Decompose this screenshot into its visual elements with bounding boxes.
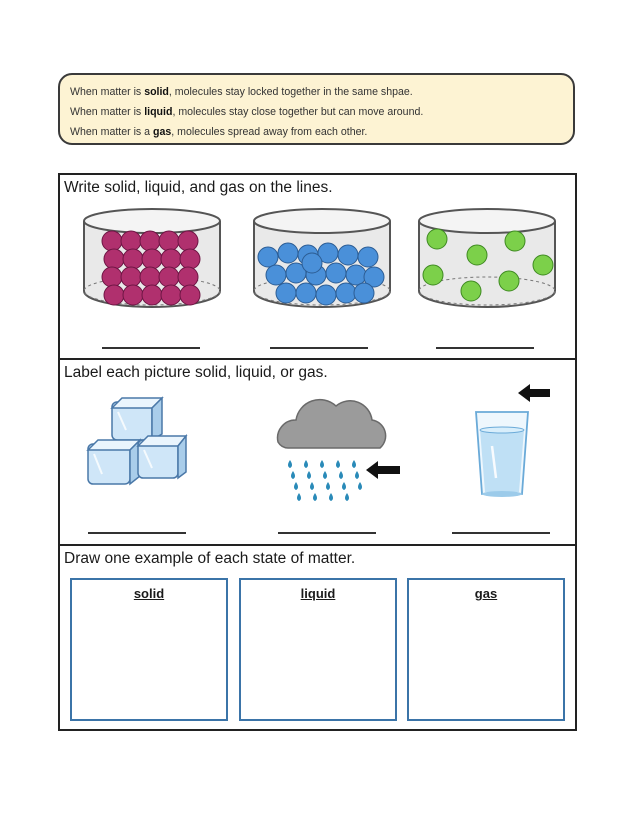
- solid-molecule: [180, 285, 200, 305]
- solid-molecule: [104, 285, 124, 305]
- section-pictures: [60, 360, 575, 546]
- liquid-molecule: [296, 283, 316, 303]
- rain-drop: [339, 471, 343, 479]
- rain-drops: [288, 460, 362, 501]
- info-line-gas: [70, 122, 563, 142]
- info-text: , molecules stay locked together in the same shpae.: [168, 86, 413, 98]
- water-glass-icon: [472, 406, 532, 500]
- answer-line[interactable]: [88, 532, 186, 534]
- liquid-molecule: [316, 285, 336, 305]
- answer-line[interactable]: [102, 347, 200, 349]
- rain-drop: [326, 482, 330, 490]
- solid-molecule: [140, 267, 160, 287]
- solid-molecule: [161, 249, 181, 269]
- rain-drop: [358, 482, 362, 490]
- arrow-left-icon: [364, 459, 402, 481]
- info-text: When matter is: [70, 86, 145, 98]
- info-text: When matter is a: [70, 126, 154, 138]
- solid-molecule: [102, 231, 122, 251]
- solid-molecule: [159, 267, 179, 287]
- info-term-liquid: liquid: [144, 106, 173, 118]
- gas-molecule: [461, 281, 481, 301]
- liquid-molecule: [258, 247, 278, 267]
- liquid-molecule: [276, 283, 296, 303]
- arrow-left-icon: [516, 382, 552, 404]
- worksheet: [58, 173, 577, 731]
- gas-molecule: [499, 271, 519, 291]
- solid-container-picture: [80, 205, 225, 313]
- rain-drop: [288, 460, 292, 468]
- info-box: [58, 73, 575, 145]
- gas-molecule: [533, 255, 553, 275]
- draw-box-gas[interactable]: [407, 578, 565, 721]
- liquid-molecule: [358, 247, 378, 267]
- rain-drop: [323, 471, 327, 479]
- info-text: , molecules spread away from each other.: [171, 126, 368, 138]
- draw-box-solid[interactable]: [70, 578, 228, 721]
- rain-drop: [352, 460, 356, 468]
- draw-box-liquid[interactable]: [239, 578, 397, 721]
- liquid-molecule: [266, 265, 286, 285]
- section-heading: Draw one example of each state of matter.: [64, 550, 356, 567]
- solid-molecule: [142, 285, 162, 305]
- rain-drop: [310, 482, 314, 490]
- info-text: When matter is: [70, 106, 145, 118]
- gas-molecule: [423, 265, 443, 285]
- liquid-molecule: [336, 283, 356, 303]
- info-term-solid: solid: [144, 86, 169, 98]
- solid-molecule: [142, 249, 162, 269]
- info-text: , molecules stay close together but can move around.: [172, 106, 424, 118]
- answer-line[interactable]: [436, 347, 534, 349]
- rain-drop: [329, 493, 333, 501]
- solid-molecule: [123, 285, 143, 305]
- draw-box-label: liquid: [300, 586, 336, 601]
- draw-box-label: gas: [474, 586, 498, 601]
- answer-line[interactable]: [270, 347, 368, 349]
- section-draw: [60, 546, 575, 729]
- section-heading: Label each picture solid, liquid, or gas.: [64, 364, 328, 381]
- solid-molecules: [102, 231, 200, 305]
- liquid-molecule: [326, 263, 346, 283]
- liquid-molecule: [346, 265, 366, 285]
- answer-line[interactable]: [452, 532, 550, 534]
- rain-drop: [320, 460, 324, 468]
- rain-cloud-icon: [268, 390, 403, 504]
- liquid-molecule: [354, 283, 374, 303]
- rain-drop: [313, 493, 317, 501]
- solid-molecule: [123, 249, 143, 269]
- liquid-container-picture: [250, 205, 395, 313]
- rain-drop: [304, 460, 308, 468]
- info-line-liquid: [70, 102, 563, 122]
- solid-molecule: [178, 231, 198, 251]
- answer-line[interactable]: [278, 532, 376, 534]
- gas-container-picture: [415, 205, 560, 313]
- solid-molecule: [102, 267, 122, 287]
- rain-drop: [342, 482, 346, 490]
- solid-molecule: [104, 249, 124, 269]
- liquid-molecule: [338, 245, 358, 265]
- gas-molecule: [427, 229, 447, 249]
- rain-drop: [294, 482, 298, 490]
- rain-drop: [297, 493, 301, 501]
- gas-molecule: [505, 231, 525, 251]
- section-containers: [60, 175, 575, 360]
- rain-drop: [291, 471, 295, 479]
- info-line-solid: [70, 82, 563, 102]
- solid-molecule: [121, 231, 141, 251]
- liquid-molecule: [278, 243, 298, 263]
- solid-molecule: [121, 267, 141, 287]
- liquid-molecule: [302, 253, 322, 273]
- info-term-gas: gas: [153, 126, 172, 138]
- ice-cubes-icon: [82, 396, 194, 502]
- gas-molecule: [467, 245, 487, 265]
- rain-drop: [355, 471, 359, 479]
- solid-molecule: [178, 267, 198, 287]
- section-heading: Write solid, liquid, and gas on the lines.: [64, 179, 333, 196]
- solid-molecule: [161, 285, 181, 305]
- rain-drop: [345, 493, 349, 501]
- liquid-molecules: [258, 243, 384, 305]
- rain-drop: [336, 460, 340, 468]
- solid-molecule: [140, 231, 160, 251]
- solid-molecule: [159, 231, 179, 251]
- rain-drop: [307, 471, 311, 479]
- draw-box-label: solid: [133, 586, 165, 601]
- solid-molecule: [180, 249, 200, 269]
